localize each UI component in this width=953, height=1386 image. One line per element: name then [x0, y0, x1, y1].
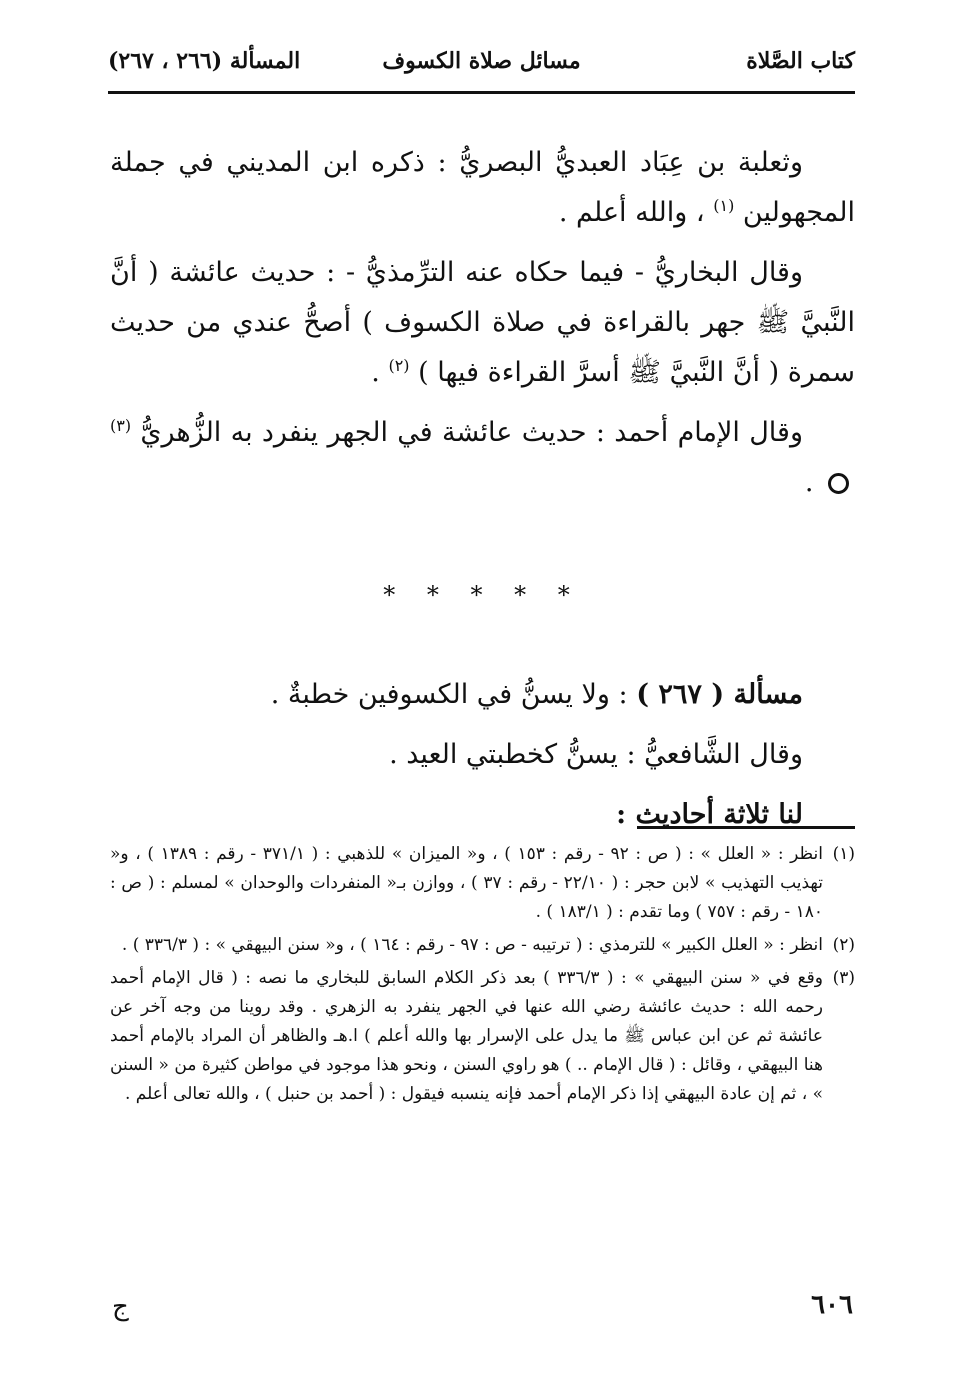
running-header [108, 38, 855, 82]
footnote-number: (١) [832, 844, 855, 864]
footnotes [110, 840, 855, 1113]
header-rule [108, 91, 855, 94]
issue-text: : ولا يسنُّ في الكسوفين خطبةٌ . [270, 679, 628, 710]
paragraph-thalaba [110, 138, 855, 238]
paragraph-tail: . [371, 357, 380, 388]
paragraph-shafii [110, 730, 855, 780]
paragraph-text: وقال الإمام أحمد : حديث عائشة في الجهر ينفرد به الزُّهريُّ [140, 417, 803, 448]
paragraph-text: وقال الشَّافعيُّ : يسنُّ كخطبتي العيد . [389, 739, 803, 770]
footnote-marker: (١) [713, 196, 735, 215]
paragraph-ahmad [110, 408, 855, 508]
paragraph-tail: ، والله أعلم . [558, 197, 705, 228]
footnote-marker: (٢) [388, 356, 410, 375]
footnote-number: (٢) [832, 935, 855, 955]
paragraph-lana [110, 790, 855, 840]
paragraph-tail: . [804, 467, 814, 498]
footnote-number: (٣) [832, 968, 855, 988]
page-number: ٦٠٦ [811, 1290, 853, 1320]
section-separator: * * * * * [383, 581, 582, 609]
footnote-2 [110, 931, 855, 960]
header-book-title: كتاب الصَّلاة [746, 48, 855, 74]
paragraph-text: لنا ثلاثة أحاديث : [616, 799, 803, 830]
footnote-text: انظر : « العلل » : ( ص : ٩٢ - رقم : ١٥٣ ) ، و« الميزان » للذهبي : ( ٣٧١/١ - رقم : ١٣٨٩ ) ، و« تهذيب التهذيب » لابن حجر : ( ٢٢/١٠ - رقم : ٣٧ ) ، ووازن بـ« المنفردات والوحدان » لمسلم : ( ص : ١٨٠ - رقم : ٧٥٧ ) وما تقدم : ( ١٨٣/١ ) . [110, 844, 823, 922]
paragraph-masala [110, 670, 855, 720]
header-issue-number: المسألة (٢٦٦ ، ٢٦٧) [108, 48, 301, 74]
paragraph-text: وقال البخاريُّ - فيما حكاه عنه الترِّمذيُّ - : حديث عائشة ( أنَّ النَّبيَّ ﷺ جهر بالقراءة في صلاة الكسوف ) أصحُّ عندي من حديث سمرة ( أنَّ النَّبيَّ ﷺ أسرَّ القراءة فيها ) [110, 257, 855, 388]
footnote-rule [637, 826, 855, 829]
footnote-text: وقع في « سنن البيهقي » : ( ٣٣٦/٣ ) بعد ذكر الكلام السابق للبخاري ما نصه : ( قال الإمام أحمد رحمه الله : حديث عائشة رضي الله عنها في الجهر ينفرد به الزهري . وقد روينا من وجه آخر عن عائشة ثم عن ابن عباس ﷺ ما يدل على الإسرار بها والله أعلم ) ا.هـ والظاهر أن المراد بالإمام أحمد هنا البيهقي ، وقائل : ( قال الإمام .. ) هو راوي السنن ، ونحو هذا موجود في مواطن كثيرة من « السنن » ، ثم إن عادة البيهقي إذا ذكر الإمام أحمد فإنه ينسبه فيقول : ( أحمد بن حنبل ) ، والله تعالى أعلم . [110, 968, 824, 1104]
footnote-text: انظر : « العلل الكبير » للترمذي : ( ترتيبه - ص : ٩٧ - رقم : ١٦٤ ) ، و« سنن البيهقي » : ( ٣٣٦/٣ ) . [121, 935, 823, 955]
issue-label: مسألة ( ٢٦٧ ) [636, 679, 803, 710]
footnote-3 [110, 964, 855, 1109]
footnote-1 [110, 840, 855, 927]
signature-mark: ج [112, 1292, 129, 1322]
paragraph-bukhari [110, 248, 855, 398]
footnote-marker: (٣) [110, 416, 132, 435]
end-of-issue-ring-icon [828, 473, 849, 494]
header-chapter-title: مسائل صلاة الكسوف [382, 48, 581, 74]
main-text [110, 138, 855, 850]
paragraph-text: وثعلبة بن عِبَاد العبديُّ البصريُّ : ذكره ابن المديني في جملة المجهولين [110, 147, 855, 228]
